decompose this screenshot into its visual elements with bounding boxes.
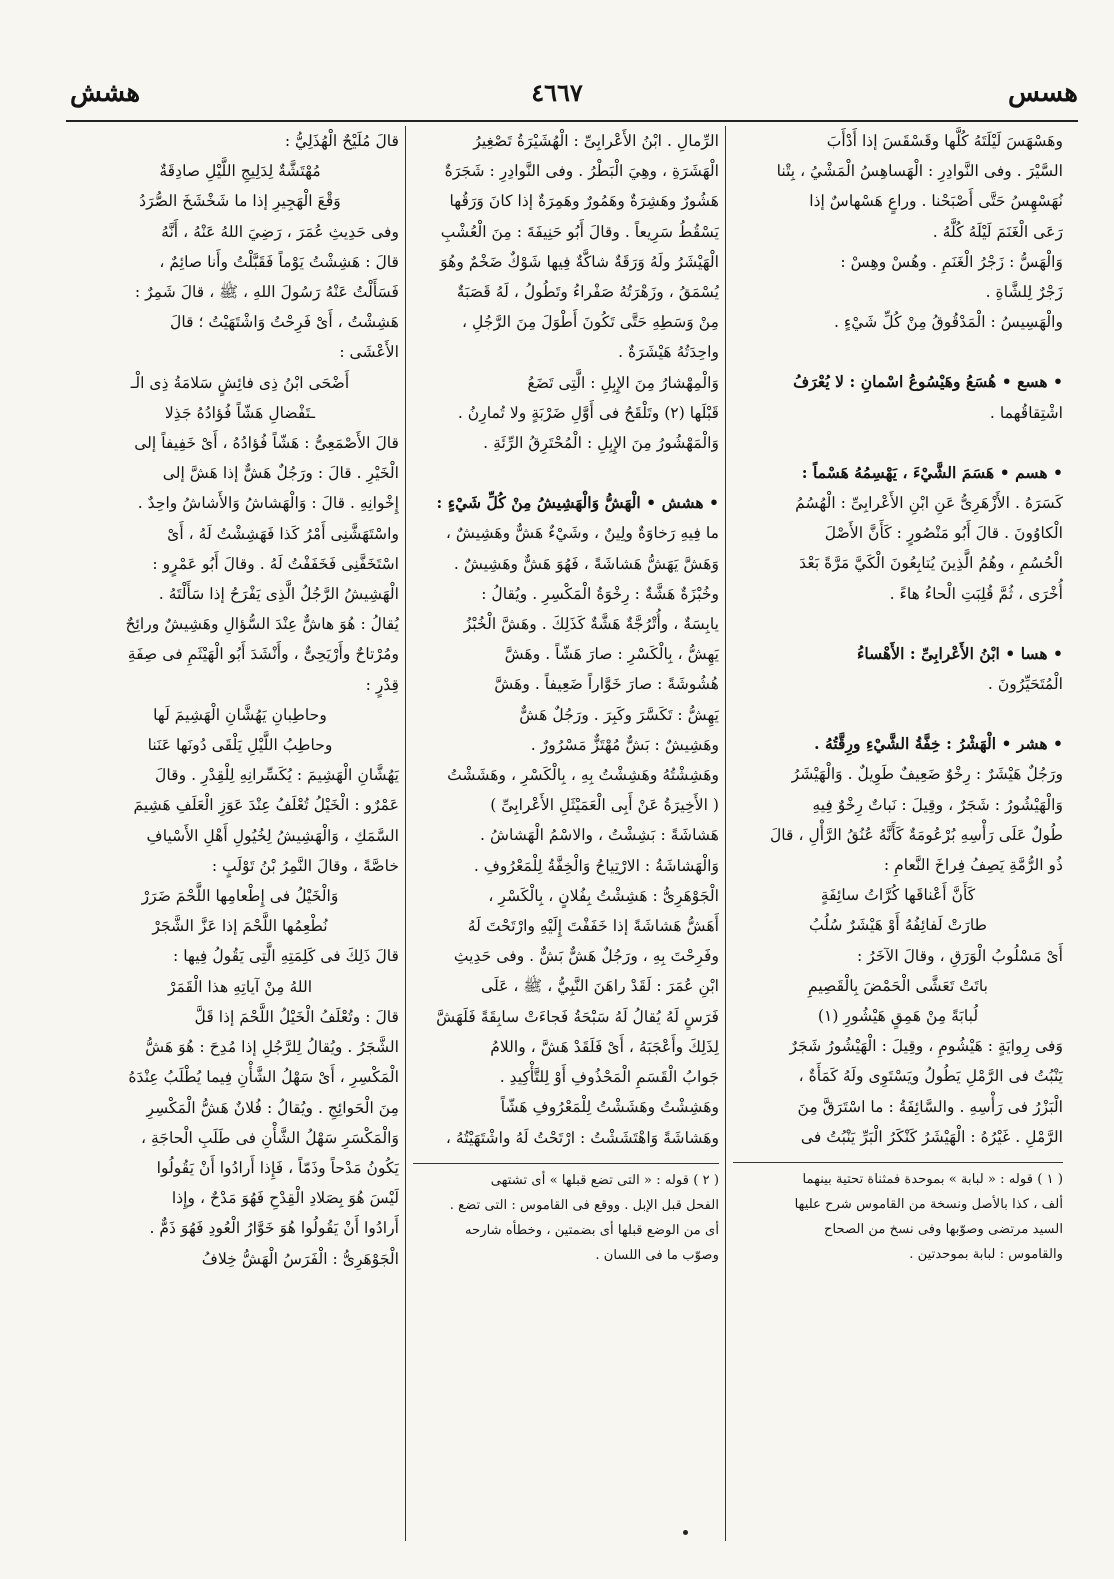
text-line: وَهَشَّ يَهَشُّ هَشاشَةً ، فَهُوَ هَشٌّ وهَشِيشٌ . bbox=[453, 554, 719, 573]
text-line: وفَرِحْتَ بِهِ ، ورَجُلٌ هَشٌّ بَشٌّ . وفى حَدِيثِ bbox=[453, 947, 719, 966]
blank-line bbox=[413, 458, 719, 488]
text-line: يَهُشَّانِ الْهَشِيمَ : يُكَسِّرانِهِ لِلْقِدْرِ . وقالَ bbox=[155, 766, 399, 785]
text-line: الْهَشَرَةِ ، وهِيَ الْبَطْرُ . وفى النَّوادِرِ : شَجَرَةٌ bbox=[444, 162, 719, 181]
text-line: ( الأَخِيرَةُ عَنْ أَبِى الْعَمَيْثَلِ الأَعْرابِىِّ ) bbox=[490, 796, 719, 815]
text-line: وهَشاشَةً وَاهْتَشَشْتُ : ارْتَحْتُ لَهُ واشْتَهَيْتُهُ ، bbox=[445, 1128, 719, 1147]
text-line: عَمْرٌو : الْخَيْلُ تُعْلَفُ عِنْدَ عَوَزِ الْعَلَفِ هَشِيمَ bbox=[133, 796, 399, 815]
footnote-line: ( ١ ) قوله : « لبابة » بموحدة فمثناة تحتية بينهما bbox=[802, 1172, 1063, 1188]
text-line: الشَّجَرُ . ويُقالُ لِلرَّجُلِ إذا مُدِحَ : هُوَ هَشُّ bbox=[145, 1038, 399, 1057]
text-line: الْهَيْشَرُ ولَهُ وَرَقَةٌ شاكَّةٌ فِيها شَوْكٌ ضَخْمٌ وهُوَ bbox=[440, 252, 719, 271]
text-line: قَبْلَها (٢) وتَلْقَحُ فى أَوَّلِ ضَرْبَةٍ ولا تُمارِنُ . bbox=[457, 403, 719, 422]
text-line: يَهِشُّ ، بِالْكَسْرِ : صارَ هَشّاً . وهَشَّ bbox=[504, 645, 719, 664]
verse-line: لُبابَةً مِنْ هَمِقٍ هَيْشُورِ (١) bbox=[817, 1007, 979, 1026]
text-line: ابْنِ عُمَرَ : لَقَدْ راهَنَ النَّبِيُّ ، ﷺ ، عَلَى bbox=[481, 977, 719, 996]
page-number: ٤٦٦٧ bbox=[531, 78, 583, 107]
text-line: أَرادُوا أَنْ يَقُولُوا هُوَ خَوَّارُ الْعُودِ فَهُوَ ذَمٌّ . bbox=[149, 1219, 399, 1238]
text-line: نُهَسْهِسُ حَتَّى أَصْبَحْنا . وراعٍ هَسْهاسٌ إذا bbox=[809, 192, 1063, 211]
column-separator bbox=[725, 126, 726, 1541]
footnote-line: ألف ، كذا بالأصل ونسخة من القاموس شرح عليها bbox=[794, 1197, 1063, 1213]
text-line: الْخَيْرِ . قالَ : ورَجُلٌ هَشٌّ إذا هَشَّ إلى bbox=[162, 464, 399, 483]
text-line: الْهَشِيشُ الرَّجُلُ الَّذِى يَفْرَحُ إذا سَأَلْتَهُ . bbox=[158, 585, 399, 604]
text-line: يابِسَةٌ ، وأُتْرُجَّةٌ هَشَّةٌ كَذَلِكَ . وهَشَّ الْخُبْزُ bbox=[463, 615, 719, 634]
text-line: جَوابُ الْقَسَمِ الْمَحْذُوفِ أَوْ لِلتَّأْكِيدِ . bbox=[499, 1068, 719, 1087]
text-line: أَىْ مَسْلُوبُ الْوَرَقِ ، وقالَ الآخَرُ : bbox=[856, 946, 1063, 965]
text-line: الرَّمْلِ . غَيْرُهُ : الْهَيْشَرُ كَنْكَرُ الْبَرِّ يَنْبُتُ فى bbox=[800, 1127, 1063, 1146]
verse-line: وَقْعَ الْهَجِيرِ إذا ما شَخْشَخَ الصُّرَدُ bbox=[139, 192, 341, 211]
text-line: قِدْرٍ : bbox=[365, 675, 399, 694]
text-line: قالَ مُلَيْحٌ الْهُذَلِيُّ : bbox=[284, 132, 399, 150]
text-line: خاصَّةً ، وقالَ النَّمِرُ بْنُ تَوْلَبٍ : bbox=[211, 856, 399, 875]
verse-line: طارَتْ لَفائِفُهُ أَوْ هَيْشَرٌ سُلُبُ bbox=[808, 916, 988, 935]
text-line: الأَعْشَى : bbox=[339, 343, 399, 362]
verse-line: ـتَفْضالِ هَشّاً فُؤادُهُ جَذِلا bbox=[164, 403, 316, 422]
text-line: وَالْهَسُّ : زَجْرُ الْغَنَمِ . وهُسْ وهِسْ : bbox=[840, 252, 1063, 271]
verse-line: اللهُ مِنْ آياتِهِ هذا الْقَمَرْ bbox=[167, 977, 313, 996]
entry-heading-line: • هسم • هَسَمَ الشَّيْءَ ، يَهْسِمُهُ هَسْماً : bbox=[801, 462, 1063, 482]
header-root-word-left: هشش bbox=[70, 78, 141, 108]
text-line: السَّمَكِ ، وَالْهَشِيشُ لِخُيُولِ أَهْلِ الأَسْيافِ bbox=[146, 826, 399, 845]
text-line: فَرَسٍ لَهُ يُقالُ لَهُ سَبْحَةُ فَجاءَتْ سابِقَةً فَلَهَشَّ bbox=[436, 1007, 719, 1026]
text-line: ورَجُلٌ هَيْشَرٌ : رِخْوٌ ضَعِيفٌ طَوِيلٌ . وَالْهَيْشَرُ bbox=[791, 765, 1063, 784]
text-line: وَالْهَشاشَةُ : الارْتِياحُ وَالْخِفَّةُ لِلْمَعْرُوفِ . bbox=[473, 856, 719, 875]
print-mark bbox=[683, 1530, 688, 1535]
verse-line: أَضْحَى ابْنُ ذِى فائِشٍ سَلامَةُ ذِى الْـ bbox=[130, 373, 350, 392]
text-line: وهَشِشْتُ وهَشَشْتُ لِلْمَعْرُوفِ هَشّاً bbox=[500, 1098, 719, 1117]
text-line: وَالْمَكْسَرِ سَهْلُ الشَّأْنِ فى طَلَبِ الْحاجَةِ ، bbox=[140, 1128, 399, 1147]
text-line: طُولٌ عَلَى رَأْسِهِ بُرْعُومَةٌ كَأَنَّهُ عُنُقُ الرَّأْلِ ، قالَ bbox=[769, 825, 1063, 844]
text-line: مِنْ وَسَطِهِ حَتَّى تَكُونَ أَطْوَلَ مِنَ الرَّجُلِ ، bbox=[462, 313, 719, 332]
text-line: يُقالُ : هُوَ هاشٌّ عِنْدَ السُّؤالِ وهَشِيشٌ ورائِحٌ bbox=[125, 615, 399, 634]
text-line: قالَ : هَشِشْتُ يَوْماً فَقَبَّلْتُ وأَنا صائِمٌ ، bbox=[159, 252, 399, 271]
text-line: يُسْمَقُ ، وزَهْرَتُهُ صَفْراءُ وتَطُولُ ، لَهُ قَصَبَةٌ bbox=[456, 283, 719, 302]
text-line: هَشِشْتُ ، أَىْ فَرِحْتُ وَاشْتَهَيْتُ ؛ قالَ bbox=[169, 313, 399, 332]
text-line: ذُو الرُّمَّةِ يَصِفُ فِراخَ النَّعامِ : bbox=[883, 856, 1063, 875]
text-line: هَشاشَةً : بَشِشْتُ ، والاسْمُ الْهَشاشُ . bbox=[480, 826, 719, 845]
column-middle bbox=[413, 126, 719, 1268]
text-line: هُشُوشَةً : صارَ خَوَّاراً ضَعِيفاً . وهَشَّ bbox=[494, 675, 719, 694]
text-line: والْهَسِيسُ : الْمَدْقُوقُ مِنْ كُلِّ شَيْءٍ . bbox=[834, 313, 1063, 332]
verse-line: وحاطِبُ اللَّيْلِ يَلْقَى دُونَها عَنَنا bbox=[147, 736, 333, 755]
header-root-word-right: هسس bbox=[1007, 78, 1078, 108]
text-line: يَنْبُتُ فى الرَّمْلِ يَطُولُ ويَسْتَوِى ولَهُ كَمَأَةٌ ، bbox=[798, 1067, 1063, 1086]
verse-line: كَأَنَّ أَعْناقَها كُرَّاتُ سائِفَةٍ bbox=[820, 886, 976, 905]
text-line: اسْتَخَفَّنِى فَخَفَفْتُ لَهُ . وقالَ أَبُو عَمْرٍو : bbox=[152, 554, 399, 573]
text-line: هَشُورٌ وهَشِرَةٌ وهَمُورٌ وهَمِرَةٌ إذا كانَ وَرَقُها bbox=[449, 192, 719, 211]
blank-line bbox=[733, 428, 1063, 458]
text-line: الْمُتَحَيِّرُونَ . bbox=[987, 675, 1063, 694]
footnote-line: أى من الوضع قبلها أى بضمتين ، وخطأه شارحه bbox=[465, 1222, 719, 1238]
text-line: لِذَلِكَ وأَعْجَبَهُ ، أَىْ فَلَقَدْ هَشَّ ، واللامُ bbox=[490, 1037, 719, 1056]
entry-heading-line: • هشش • الْهَشُّ وَالْهَشِيشُ مِنْ كُلِّ شَيْءٍ : bbox=[436, 493, 719, 513]
text-line: أُخْرَى ، ثُمَّ قُلِبَتِ الْحاءُ هاءً . bbox=[889, 584, 1063, 603]
verse-line: وحاطِبانِ يَهُشَّانِ الْهَشِيمَ لَها bbox=[153, 705, 327, 724]
header-rule bbox=[66, 120, 1078, 122]
verse-line: وَالْخَيْلُ فى إِطْعامِها اللَّحْمَ ضَرَرْ bbox=[141, 887, 339, 906]
text-line: يَسْقُطُ سَرِيعاً . وقالَ أَبُو حَنِيفَةَ : مِنَ الْعُشْبِ bbox=[440, 222, 719, 241]
text-line: فَسَأَلْتُ عَنْهُ رَسُولَ اللهِ ، ﷺ ، قالَ شَمِرٌ : bbox=[134, 283, 399, 302]
text-line: زَجْرٌ لِلشَّاةِ . bbox=[985, 283, 1063, 302]
text-line: الْبَزْرُ فى رَأْسِهِ . والسَّائِفَةُ : ما اسْتَرَقَّ مِنَ bbox=[797, 1097, 1063, 1116]
text-line: وهَشِشْتُهُ وهَشِشْتُ بِهِ ، بِالْكَسْرِ ، وهَشَشْتُ bbox=[447, 766, 719, 785]
text-line: ما فِيهِ رَخاوَةٌ ولِينٌ ، وشَيْءٌ هَشٌّ وهَشِيشٌ ، bbox=[445, 524, 719, 543]
text-line: وَالْمَهْشُورُ مِنَ الإِبِلِ : الْمُحْتَرِقُ الرِّئَةِ . bbox=[483, 434, 719, 453]
footnote-line: وصوّب ما فى اللسان . bbox=[595, 1247, 719, 1263]
text-line: وَالْهَيْشُورُ : شَجَرٌ ، وقِيلَ : نَباتٌ رِخْوٌ فِيهِ bbox=[812, 795, 1063, 814]
column-left bbox=[81, 126, 399, 1274]
text-line: إِخْوانِهِ . قالَ : وَالْهَشاشُ وَالأَشاشُ واحِدٌ . bbox=[137, 494, 399, 513]
text-line: وخُبْزَةٌ هَشَّةٌ : رِخْوَةُ الْمَكْسِرِ . ويُقالُ : bbox=[481, 584, 719, 603]
text-line: الْكاوُونَ . قالَ أَبُو مَنْصُورٍ : كَأَنَّ الأَصْلَ bbox=[824, 524, 1063, 543]
text-line: اشْتِقاقُهما . bbox=[989, 403, 1063, 422]
text-line: كَسَرَهُ . الأَزْهَرِىُّ عَنِ ابْنِ الأَعْرابِىِّ : الْهُسُمُ bbox=[795, 494, 1063, 513]
footnote-rule bbox=[413, 1163, 719, 1164]
blank-line bbox=[733, 609, 1063, 639]
text-line: الرِّمالِ . ابْنُ الأَعْرابِىِّ : الْهُشَيْرَةُ تَصْغِيرُ bbox=[473, 132, 719, 150]
entry-heading-line: • هسا • ابْنُ الأَعْرابِىِّ : الأَهْساءُ bbox=[857, 643, 1063, 663]
text-line: وفى حَدِيثِ عُمَرَ ، رَضِيَ اللهُ عَنْهُ ، أَنَّهُ bbox=[161, 222, 399, 241]
text-line: السَّيْرَ . وفى النَّوادِرِ : الْهَساهِسُ الْمَشْيُ ، بِتْنا bbox=[776, 162, 1063, 181]
footnote-line: والقاموس : لبابة بموحدتين . bbox=[909, 1247, 1063, 1263]
text-line: قالَ الأَصْمَعِىُّ : هَشّاً فُؤادُهُ ، أَىْ خَفِيفاً إلى bbox=[134, 434, 399, 453]
text-line: رَعَى الْغَنَمَ لَيْلَهُ كُلَّهُ . bbox=[932, 222, 1063, 241]
text-line: الْمَكْسِرِ ، أَىْ سَهْلُ الشَّأْنِ فِيما يُطْلَبُ عِنْدَهُ bbox=[128, 1068, 399, 1087]
text-line: وَفى رِوايَةٍ : هَيْشُومِ ، وقِيلَ : الْهَيْشُورُ شَجَرٌ bbox=[789, 1037, 1063, 1056]
blank-line bbox=[733, 337, 1063, 367]
text-line: لَيْسَ هُوَ بِصَلادِ الْقِدْحِ فَهُوَ مَدْحٌ ، وإِذا bbox=[171, 1189, 399, 1208]
text-line: واحِدَتُهُ هَيْشَرَةٌ . bbox=[618, 343, 719, 362]
text-line: وهَسْهَسَ لَيْلَتَهُ كُلَّها وقَسْقَسَ إذا أَدْأَبَ bbox=[826, 132, 1063, 150]
text-line: قالَ ذَلِكَ فى كَلِمَتِهِ الَّتِى يَقُولُ فِيها : bbox=[173, 947, 399, 966]
text-line: وهَشِيشٌ : بَشٌّ مُهْتَزٌّ مَسْرُورٌ . bbox=[530, 735, 719, 754]
text-line: واسْتَهَشَّنِى أَمْرُ كَذا فَهَشِشْتُ لَهُ ، أَىْ bbox=[167, 524, 399, 543]
entry-heading-line: • هشر • الْهَشْرُ : خِفَّةُ الشَّيْءِ ورِقَّتُهُ . bbox=[814, 734, 1063, 754]
text-line: الْحُسُمِ ، وهُمُ الَّذِينَ يُتابِعُونَ الْكَيَّ مَرَّةً بَعْدَ bbox=[799, 554, 1063, 573]
footnote-rule bbox=[733, 1162, 1063, 1163]
footnote-line: ( ٢ ) قوله : « التى تضع قبلها » أى تشتهى bbox=[490, 1172, 719, 1188]
verse-line: مُهْتَشَّةٌ لِدَلِيجِ اللَّيْلِ صادِقَةٌ bbox=[159, 162, 321, 181]
footnote-line: الفحل قبل الإبل . ووقع فى القاموس : التى تضع . bbox=[449, 1197, 719, 1213]
column-separator bbox=[405, 126, 406, 1541]
column-right bbox=[733, 126, 1063, 1267]
text-line: ومُرْتاحٌ وأَرْيَحِىٌّ ، وأَنْشَدَ أَبُو الْهَيْثَمِ فى صِفَةِ bbox=[127, 645, 399, 664]
text-line: قالَ : وتُعْلَفُ الْخَيْلُ اللَّحْمَ إذا قَلَّ bbox=[194, 1007, 399, 1026]
text-line: الْجَوْهَرِىُّ : هَشِشْتُ بِفُلانٍ ، بِالْكَسْرِ ، bbox=[488, 886, 719, 905]
verse-line: باتَتْ تَعَشَّى الْحَمْضَ بِالْقَصِيمِ bbox=[808, 976, 988, 995]
entry-heading-line: • هسع • هُسَعُ وهَيْسُوعُ اسْمانِ : لا يُعْرَفُ bbox=[793, 372, 1063, 392]
text-line: يَكُونُ مَدْحاً وذَمّاً ، فَإِذا أَرادُوا أَنْ يَقُولُوا bbox=[156, 1158, 399, 1177]
blank-line bbox=[733, 699, 1063, 729]
text-line: أَهَشُّ هَشاشَةً إذا خَفَفْتَ إِلَيْهِ وارْتَحْتَ لَهُ bbox=[467, 917, 719, 936]
text-line: مِنَ الْحَوائِجِ . ويُقالُ : فُلانٌ هَشُّ الْمَكْسِرِ bbox=[146, 1098, 399, 1117]
text-line: الْجَوْهَرِىُّ : الْفَرَسُ الْهَشُّ خِلافُ bbox=[201, 1249, 399, 1268]
footnote-line: السيد مرتضى وصوّبها وفى نسخ من الصحاح bbox=[824, 1222, 1063, 1238]
verse-line: نُطْعِمُها اللَّحْمَ إذا عَزَّ الشَّجَرْ bbox=[152, 917, 328, 936]
text-line: وَالْمِهْشارُ مِنَ الإِبِلِ : الَّتِى تَضَعُ bbox=[527, 373, 719, 392]
text-line: يَهِشُّ : تَكَسَّرَ وكَبِرَ . ورَجُلٌ هَشٌّ bbox=[519, 705, 719, 724]
